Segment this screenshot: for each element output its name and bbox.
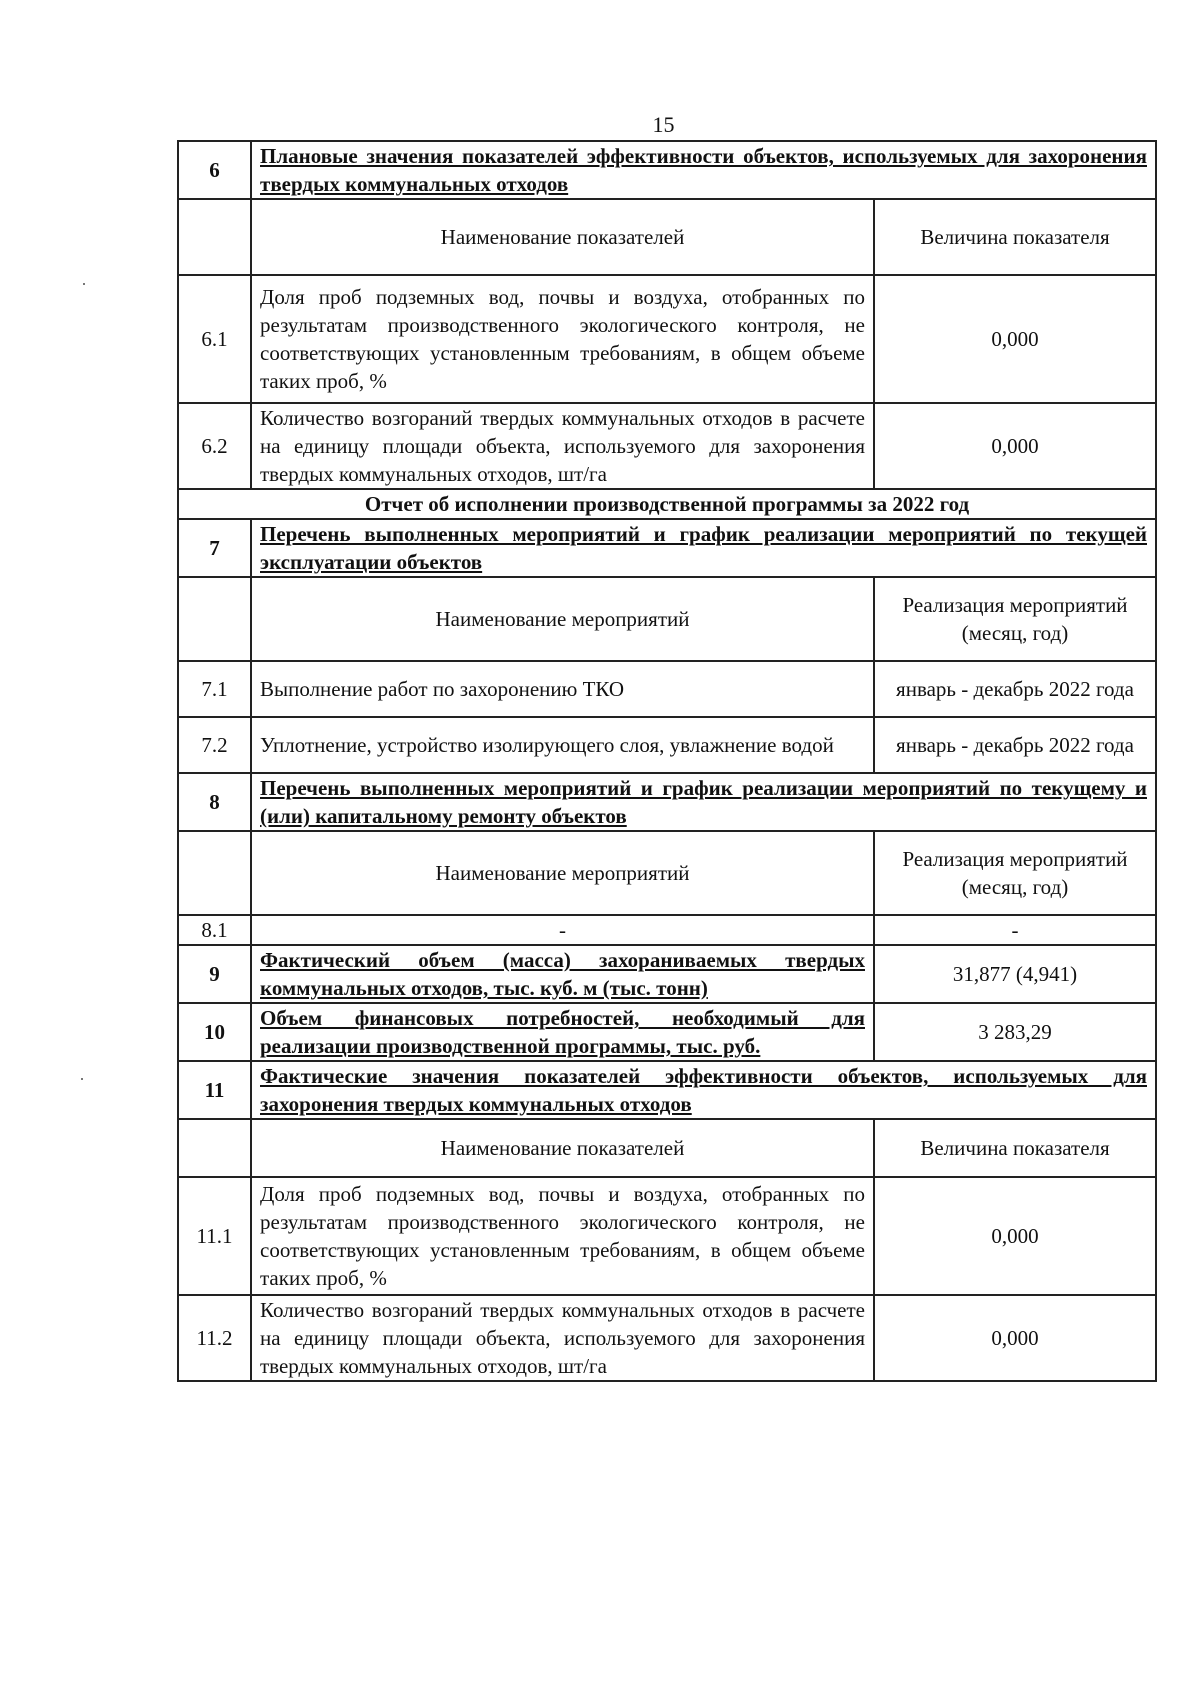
table-row <box>178 199 1156 275</box>
page-number: 15 <box>652 112 675 137</box>
section-title-text: Перечень выполненных мероприятий и график реализации мероприятий по текущему и (или) капитальному ремонту объектов <box>260 776 1147 828</box>
row-number <box>178 915 251 945</box>
item-value <box>874 275 1156 403</box>
item-value-text: 31,877 (4,941) <box>952 962 1078 986</box>
table-row <box>178 945 1156 1003</box>
item-value-text: 0,000 <box>991 1326 1039 1350</box>
item-value-text: 0,000 <box>991 434 1039 458</box>
report-title <box>178 489 1156 519</box>
item-value <box>874 1295 1156 1381</box>
item-value-text: январь - декабрь 2022 года <box>896 733 1134 757</box>
item-value-text: 0,000 <box>991 1224 1039 1248</box>
row-number <box>178 1003 251 1061</box>
row-number <box>178 275 251 403</box>
column-header-name <box>251 1119 874 1177</box>
item-name <box>251 1003 874 1061</box>
item-name <box>251 275 874 403</box>
column-header-value-text: Величина показателя <box>920 1136 1110 1160</box>
row-number-text: 11.2 <box>196 1326 233 1350</box>
row-number <box>178 717 251 773</box>
row-number-text: 6 <box>209 158 220 182</box>
row-number-text: 11.1 <box>196 1224 233 1248</box>
row-number <box>178 831 251 915</box>
item-value-text: 0,000 <box>991 327 1039 351</box>
table-row <box>178 519 1156 577</box>
table-row <box>178 717 1156 773</box>
column-header-name-text: Наименование показателей <box>440 1136 685 1160</box>
item-name-text: Количество возгораний твердых коммунальных отходов в расчете на единицу площади объекта, используемого для захоронения твердых коммунальных отходов, шт/га <box>260 1298 865 1378</box>
table-row <box>178 1119 1156 1177</box>
row-number <box>178 661 251 717</box>
section-title-text: Перечень выполненных мероприятий и график реализации мероприятий по текущей эксплуатации объектов <box>260 522 1147 574</box>
column-header-value <box>874 1119 1156 1177</box>
item-value <box>874 915 1156 945</box>
table-row <box>178 403 1156 489</box>
item-name <box>251 717 874 773</box>
scan-speck <box>83 283 85 285</box>
row-number-text: 9 <box>209 962 220 986</box>
item-value <box>874 945 1156 1003</box>
item-value-text: январь - декабрь 2022 года <box>896 677 1134 701</box>
report-title-text: Отчет об исполнении производственной программы за 2022 год <box>364 492 970 516</box>
section-title-text: Фактические значения показателей эффективности объектов, используемых для захоронения твердых коммунальных отходов <box>260 1064 1147 1116</box>
column-header-name-text: Наименование мероприятий <box>435 607 690 631</box>
item-value <box>874 1177 1156 1295</box>
item-name <box>251 403 874 489</box>
table-row <box>178 915 1156 945</box>
column-header-name-text: Наименование мероприятий <box>435 861 690 885</box>
item-name-text: Уплотнение, устройство изолирующего слоя, увлажнение водой <box>260 733 834 757</box>
column-header-value <box>874 199 1156 275</box>
item-value-text: 3 283,29 <box>978 1020 1052 1044</box>
row-number-text: 6.1 <box>201 327 228 351</box>
scan-speck <box>81 1078 83 1080</box>
program-table <box>177 140 1157 1382</box>
column-header-value <box>874 831 1156 915</box>
row-number <box>178 519 251 577</box>
row-number <box>178 945 251 1003</box>
row-number <box>178 1061 251 1119</box>
row-number <box>178 403 251 489</box>
row-number <box>178 141 251 199</box>
item-name <box>251 1295 874 1381</box>
row-number-text: 8.1 <box>201 918 228 942</box>
table-row <box>178 489 1156 519</box>
row-number-text: 11 <box>204 1078 225 1102</box>
row-number <box>178 577 251 661</box>
section-title <box>251 141 1156 199</box>
section-title-text: Плановые значения показателей эффективности объектов, используемых для захоронения твердых коммунальных отходов <box>260 144 1147 196</box>
table-row <box>178 577 1156 661</box>
item-name-text: Фактический объем (масса) захораниваемых твердых коммунальных отходов, тыс. куб. м (тыс. тонн) <box>260 948 865 1000</box>
table-row <box>178 831 1156 915</box>
row-number-text: 10 <box>204 1020 225 1044</box>
row-number <box>178 1177 251 1295</box>
column-header-name <box>251 831 874 915</box>
item-name-text: Выполнение работ по захоронению ТКО <box>260 677 625 701</box>
column-header-value <box>874 577 1156 661</box>
item-name <box>251 661 874 717</box>
column-header-value-text: Реализация мероприятий (месяц, год) <box>902 847 1128 899</box>
row-number-text: 6.2 <box>201 434 228 458</box>
item-value <box>874 661 1156 717</box>
column-header-name <box>251 199 874 275</box>
table-row <box>178 141 1156 199</box>
row-number <box>178 773 251 831</box>
column-header-value-text: Величина показателя <box>920 225 1110 249</box>
table-row <box>178 1061 1156 1119</box>
item-name-text: Доля проб подземных вод, почвы и воздуха, отобранных по результатам производственного экологического контроля, не соответствующих установленным требованиям, в общем объеме таких проб, % <box>260 285 865 393</box>
row-number-text: 7.1 <box>201 677 228 701</box>
column-header-name <box>251 577 874 661</box>
item-name-text: Количество возгораний твердых коммунальных отходов в расчете на единицу площади объекта, используемого для захоронения твердых коммунальных отходов, шт/га <box>260 406 865 486</box>
item-name <box>251 915 874 945</box>
item-value <box>874 403 1156 489</box>
table-row <box>178 1177 1156 1295</box>
item-name <box>251 1177 874 1295</box>
section-title <box>251 519 1156 577</box>
row-number <box>178 1295 251 1381</box>
table-row <box>178 275 1156 403</box>
column-header-value-text: Реализация мероприятий (месяц, год) <box>902 593 1128 645</box>
item-value <box>874 717 1156 773</box>
table-row <box>178 1295 1156 1381</box>
item-name-text: Объем финансовых потребностей, необходимый для реализации производственной программы, тыс. руб. <box>260 1006 865 1058</box>
item-name <box>251 945 874 1003</box>
table-row <box>178 1003 1156 1061</box>
item-name-text: Доля проб подземных вод, почвы и воздуха, отобранных по результатам производственного экологического контроля, не соответствующих установленным требованиям, в общем объеме таких проб, % <box>260 1182 865 1290</box>
row-number <box>178 199 251 275</box>
row-number <box>178 1119 251 1177</box>
table-row <box>178 661 1156 717</box>
section-title <box>251 1061 1156 1119</box>
item-name-text: - <box>559 918 566 942</box>
row-number-text: 8 <box>209 790 220 814</box>
item-value-text: - <box>1011 918 1019 942</box>
row-number-text: 7 <box>209 536 220 560</box>
item-value <box>874 1003 1156 1061</box>
table-row <box>178 773 1156 831</box>
section-title <box>251 773 1156 831</box>
row-number-text: 7.2 <box>201 733 228 757</box>
column-header-name-text: Наименование показателей <box>440 225 685 249</box>
